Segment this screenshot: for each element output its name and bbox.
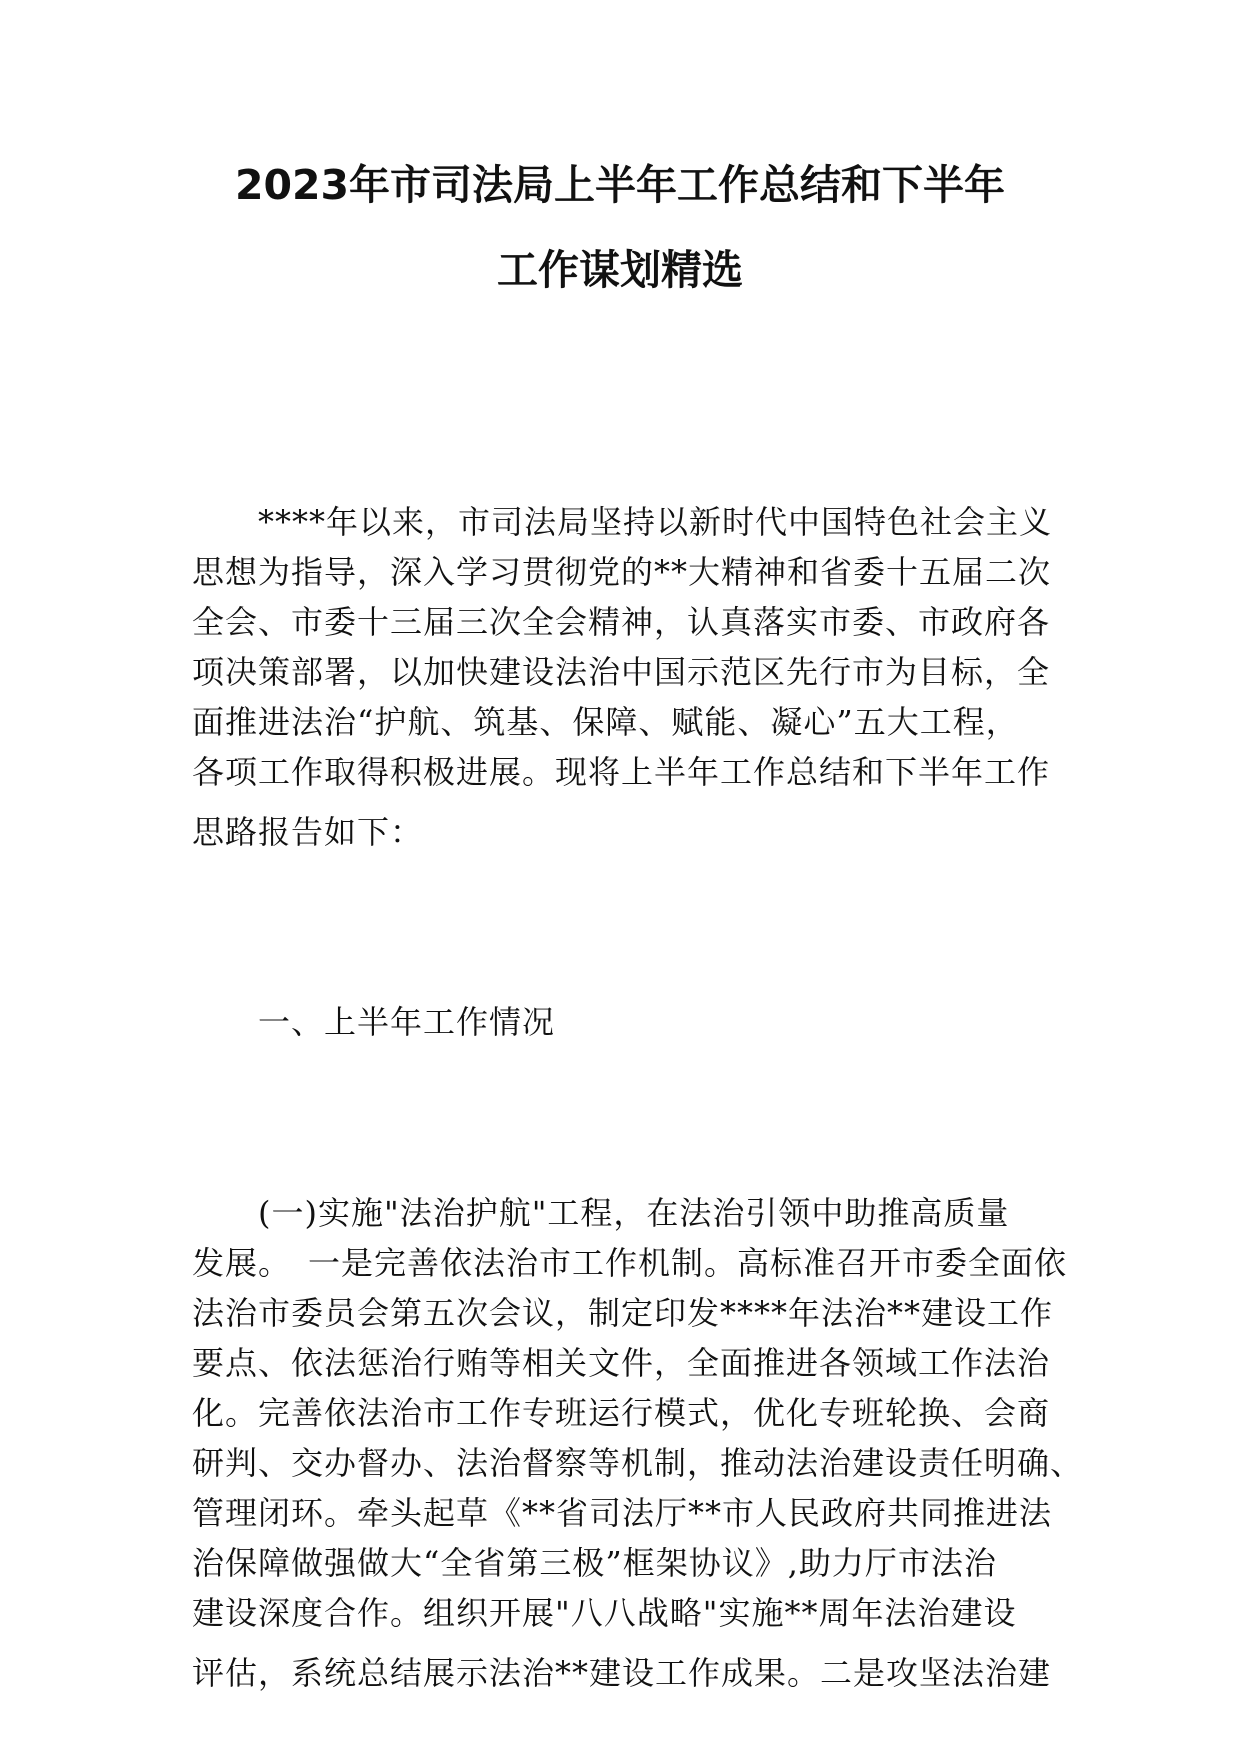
intro-paragraph-line: 各项工作取得积极进展。现将上半年工作总结和下半年工作 (192, 753, 1051, 791)
body-paragraph-line: 发展。 一是完善依法治市工作机制。高标准召开市委全面依 (192, 1244, 1068, 1282)
body-paragraph-line: 评估，系统总结展示法治**建设工作成果。二是攻坚法治建 (192, 1654, 1052, 1692)
intro-paragraph-line: 思路报告如下： (192, 813, 424, 851)
document-title-line-1: 2023年市司法局上半年工作总结和下半年 (234, 161, 1006, 209)
intro-paragraph-line: ****年以来，市司法局坚持以新时代中国特色社会主义 (192, 503, 1053, 541)
body-paragraph-line: 管理闭环。牵头起草《**省司法厅**市人民政府共同推进法 (192, 1494, 1053, 1532)
body-paragraph-line: (一)实施"法治护航"工程，在法治引领中助推高质量 (192, 1194, 1010, 1232)
intro-paragraph-line: 全会、市委十三届三次全会精神，认真落实市委、市政府各 (192, 603, 1051, 641)
body-paragraph-line: 治保障做强做大“全省第三极”框架协议》,助力厅市法治 (192, 1544, 997, 1582)
body-paragraph-line: 要点、依法惩治行贿等相关文件，全面推进各领域工作法治 (192, 1344, 1051, 1382)
intro-paragraph-line: 思想为指导，深入学习贯彻党的**大精神和省委十五届二次 (192, 553, 1052, 591)
document-title-line-2: 工作谋划精选 (497, 246, 743, 294)
body-paragraph-line: 法治市委员会第五次会议，制定印发****年法治**建设工作 (192, 1294, 1054, 1332)
body-paragraph-line: 建设深度合作。组织开展"八八战略"实施**周年法治建设 (192, 1594, 1017, 1632)
body-paragraph-line: 化。完善依法治市工作专班运行模式，优化专班轮换、会商 (192, 1394, 1051, 1432)
section-heading: 一、上半年工作情况 (192, 1003, 556, 1041)
intro-paragraph-line: 面推进法治“护航、筑基、保障、赋能、凝心”五大工程， (192, 703, 1019, 741)
intro-paragraph-line: 项决策部署，以加快建设法治中国示范区先行市为目标，全 (192, 653, 1051, 691)
body-paragraph-line: 研判、交办督办、法治督察等机制，推动法治建设责任明确、 (192, 1444, 1084, 1482)
